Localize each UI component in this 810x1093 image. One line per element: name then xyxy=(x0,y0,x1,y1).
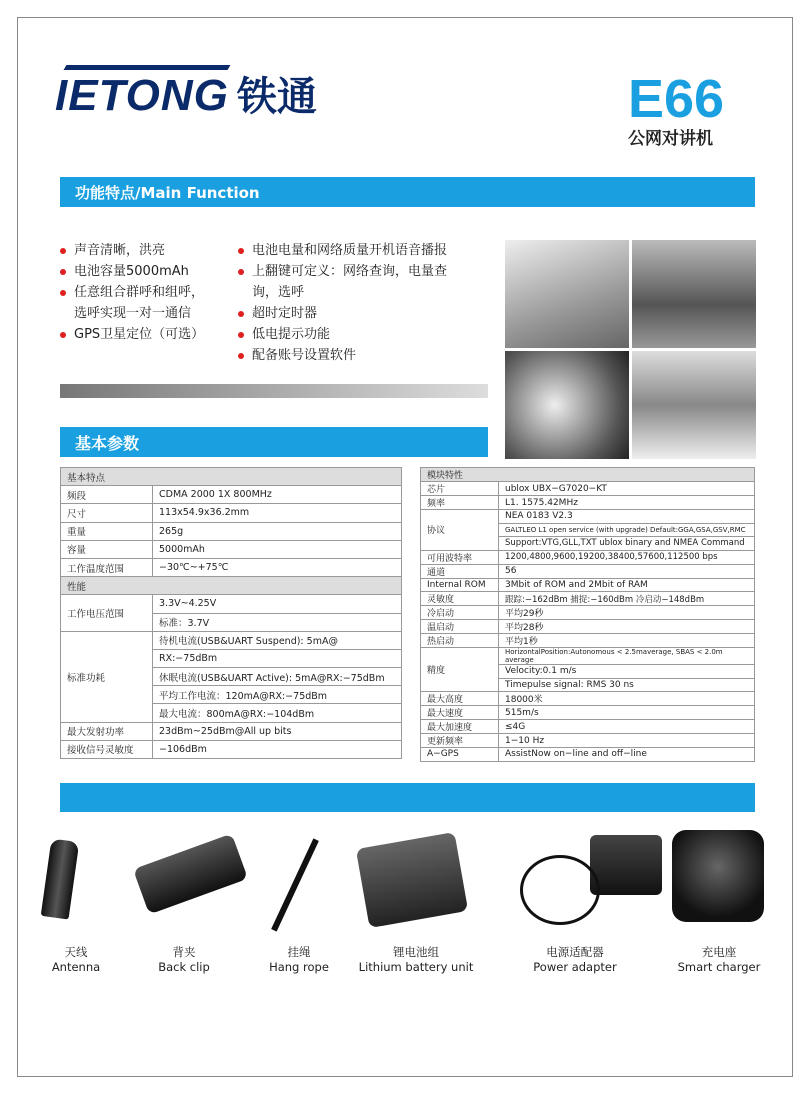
basic-specs-table xyxy=(60,467,402,759)
row-value: ≤4G xyxy=(499,720,755,734)
table-row xyxy=(421,550,755,564)
row-label: 精度 xyxy=(421,648,499,692)
row-label: 尺寸 xyxy=(61,504,153,522)
table-row xyxy=(421,510,755,524)
table-row xyxy=(421,578,755,592)
train-photo xyxy=(632,351,756,459)
row-value: 5000mAh xyxy=(153,540,402,558)
row-label: 工作温度范围 xyxy=(61,558,153,576)
table-row xyxy=(61,631,402,649)
features-left xyxy=(60,240,204,345)
accessory-hang-rope xyxy=(239,945,359,975)
accessory-battery xyxy=(356,945,476,975)
row-label: 接收信号灵敏度 xyxy=(61,740,153,758)
feature-item: 声音清晰，洪亮 xyxy=(60,240,204,261)
row-value: 最大电流：800mA@RX:−104dBm xyxy=(153,704,402,722)
row-value: AssistNow on−line and off−line xyxy=(499,748,755,762)
accessory-power-adapter xyxy=(515,945,635,975)
row-label: 可用波特率 xyxy=(421,550,499,564)
table-row xyxy=(61,504,402,522)
row-value: HorizontalPosition:Autonomous < 2.5maverage, SBAS < 2.0m average xyxy=(499,648,755,665)
row-value: RX:−75dBm xyxy=(153,649,402,667)
table-section-header: 基本特点 xyxy=(61,468,402,486)
row-value: 515m/s xyxy=(499,706,755,720)
table-row xyxy=(421,564,755,578)
feature-item: 电池容量5000mAh xyxy=(60,261,204,282)
accessory-cn: 充电座 xyxy=(701,945,737,959)
accessory-cn: 挂绳 xyxy=(287,945,311,959)
row-value: 3.3V~4.25V xyxy=(153,595,402,613)
model-subtitle: 公网对讲机 xyxy=(628,129,713,149)
table-section-header: 模块特性 xyxy=(421,468,755,482)
row-value: 1200,4800,9600,19200,38400,57600,112500 bps xyxy=(499,550,755,564)
table-row xyxy=(61,722,402,740)
accessory-en: Smart charger xyxy=(677,960,761,974)
row-value: Timepulse signal: RMS 30 ns xyxy=(499,678,755,692)
battery-image xyxy=(356,832,468,928)
power-adapter-image xyxy=(590,835,662,895)
table-row xyxy=(61,540,402,558)
row-value: 265g xyxy=(153,522,402,540)
row-label: 灵敏度 xyxy=(421,592,499,606)
helicopter-photo xyxy=(505,240,629,348)
row-label: 最大加速度 xyxy=(421,720,499,734)
row-label: 最大速度 xyxy=(421,706,499,720)
brand-cn: 铁通 xyxy=(236,73,317,120)
accessories-bar xyxy=(60,783,755,812)
row-value: L1. 1575.42MHz xyxy=(499,496,755,510)
row-value: 休眠电流(USB&UART Active): 5mA@RX:−75dBm xyxy=(153,668,402,686)
row-label: 频率 xyxy=(421,496,499,510)
divider-bar xyxy=(60,384,488,398)
row-value: −30℃~+75℃ xyxy=(153,558,402,576)
accessory-back-clip xyxy=(124,945,244,975)
table-row xyxy=(421,620,755,634)
row-value: 平均29秒 xyxy=(499,606,755,620)
row-label: A−GPS xyxy=(421,748,499,762)
row-value: Velocity:0.1 m/s xyxy=(499,665,755,679)
adapter-cable-image xyxy=(520,855,600,925)
people-photo xyxy=(632,240,756,348)
row-label: 更新频率 xyxy=(421,734,499,748)
row-value: −106dBm xyxy=(153,740,402,758)
table-row xyxy=(61,522,402,540)
brand-en: IETONG xyxy=(55,65,229,121)
accessory-en: Hang rope xyxy=(269,960,329,974)
accessory-en: Power adapter xyxy=(533,960,617,974)
row-value: 标准：3.7V xyxy=(153,613,402,631)
accessory-cn: 天线 xyxy=(64,945,88,959)
row-label: 温启动 xyxy=(421,620,499,634)
row-label: 协议 xyxy=(421,510,499,551)
table-row xyxy=(421,734,755,748)
row-label: Internal ROM xyxy=(421,578,499,592)
row-label: 最大发射功率 xyxy=(61,722,153,740)
table-row xyxy=(421,648,755,665)
feature-item: 询，选呼 xyxy=(252,285,305,300)
brand-logo xyxy=(55,68,317,118)
row-value: NEA 0183 V2.3 xyxy=(499,510,755,524)
accessory-en: Antenna xyxy=(51,960,101,974)
table-row xyxy=(421,634,755,648)
feature-item: 低电提示功能 xyxy=(238,324,447,345)
row-value: 113x54.9x36.2mm xyxy=(153,504,402,522)
row-label: 芯片 xyxy=(421,482,499,496)
feature-item: 超时定时器 xyxy=(238,303,447,324)
table-row xyxy=(421,692,755,706)
row-value: 平均1秒 xyxy=(499,634,755,648)
accessory-cn: 锂电池组 xyxy=(393,945,439,959)
row-value: 56 xyxy=(499,564,755,578)
feature-item: 上翻键可定义：网络查询，电量查 xyxy=(238,261,447,282)
row-value: 平均工作电流：120mA@RX:−75dBm xyxy=(153,686,402,704)
row-value: GALTLEO L1 open service (with upgrade) Default:GGA,GSA,GSV,RMC xyxy=(499,523,755,537)
table-row xyxy=(421,482,755,496)
row-value: ublox UBX−G7020−KT xyxy=(499,482,755,496)
row-value: 23dBm~25dBm@All up bits xyxy=(153,722,402,740)
main-function-header: 功能特点/Main Function xyxy=(60,177,755,207)
feature-item: 配备账号设置软件 xyxy=(238,345,447,366)
row-value: CDMA 2000 1X 800MHz xyxy=(153,486,402,504)
row-label: 重量 xyxy=(61,522,153,540)
table-row xyxy=(421,592,755,606)
row-value: 平均28秒 xyxy=(499,620,755,634)
row-value: 1−10 Hz xyxy=(499,734,755,748)
row-value: 18000米 xyxy=(499,692,755,706)
row-value: Support:VTG,GLL,TXT ublox binary and NMEA Command xyxy=(499,537,755,551)
feature-item: 电池电量和网络质量开机语音播报 xyxy=(238,240,447,261)
model-name: E66 xyxy=(628,69,725,129)
accessory-antenna xyxy=(16,945,136,975)
feature-item: 选呼实现一对一通信 xyxy=(74,306,192,321)
table-row xyxy=(61,558,402,576)
table-row xyxy=(61,740,402,758)
row-label: 通道 xyxy=(421,564,499,578)
row-value: 跟踪:−162dBm 捕捉:−160dBm 冷启动−148dBm xyxy=(499,592,755,606)
feature-item: 任意组合群呼和组呼， xyxy=(60,282,204,303)
city-traffic-photo xyxy=(505,351,629,459)
table-row xyxy=(421,706,755,720)
accessory-en: Lithium battery unit xyxy=(358,960,474,974)
module-specs-table xyxy=(420,467,755,762)
row-label: 最大高度 xyxy=(421,692,499,706)
row-label: 冷启动 xyxy=(421,606,499,620)
accessory-cn: 背夹 xyxy=(172,945,196,959)
row-value: 3Mbit of ROM and 2Mbit of RAM xyxy=(499,578,755,592)
row-label: 标准功耗 xyxy=(61,631,153,722)
basic-params-header: 基本参数 xyxy=(60,427,488,457)
accessory-charger xyxy=(659,945,779,975)
table-row xyxy=(61,595,402,613)
table-row xyxy=(421,606,755,620)
table-row xyxy=(421,496,755,510)
row-value: 待机电流(USB&UART Suspend): 5mA@ xyxy=(153,631,402,649)
charger-image xyxy=(672,830,764,922)
feature-item: GPS卫星定位（可选） xyxy=(60,324,204,345)
features-right xyxy=(238,240,447,366)
table-section-header: 性能 xyxy=(61,577,402,595)
row-label: 工作电压范围 xyxy=(61,595,153,631)
accessory-cn: 电源适配器 xyxy=(546,945,604,959)
table-row xyxy=(61,486,402,504)
table-row xyxy=(421,720,755,734)
row-label: 频段 xyxy=(61,486,153,504)
row-label: 热启动 xyxy=(421,634,499,648)
accessory-en: Back clip xyxy=(158,960,210,974)
table-row xyxy=(421,748,755,762)
row-label: 容量 xyxy=(61,540,153,558)
